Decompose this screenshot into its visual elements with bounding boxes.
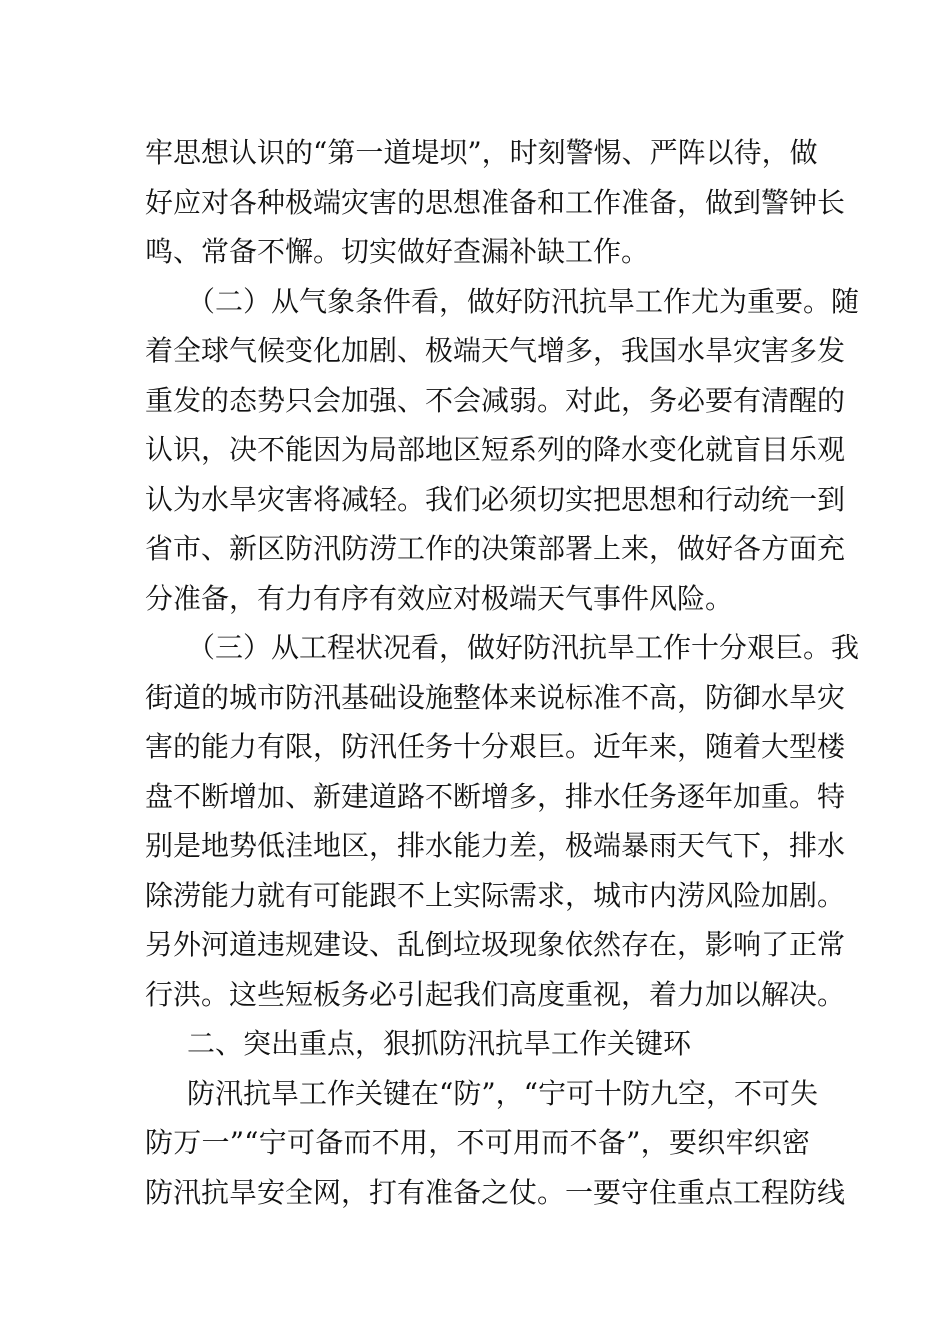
text-line: 盘不断增加、新建道路不断增多，排水任务逐年加重。特	[145, 779, 846, 813]
text-line: 害的能力有限，防汛任务十分艰巨。近年来，随着大型楼	[145, 730, 846, 763]
text-line: 认识，决不能因为局部地区短系列的降水变化就盲目乐观	[145, 433, 846, 466]
text-line: （二）从气象条件看，做好防汛抗旱工作尤为重要。随	[187, 284, 860, 318]
text-line: 省市、新区防汛防涝工作的决策部署上来，做好各方面充	[145, 532, 846, 565]
text-line: 鸣、常备不懈。切实做好查漏补缺工作。	[145, 235, 650, 268]
text-line: 二、突出重点，狠抓防汛抗旱工作关键环	[187, 1027, 692, 1060]
text-line: 除涝能力就有可能跟不上实际需求，城市内涝风险加剧。	[145, 878, 846, 912]
text-line: 重发的态势只会加强、不会减弱。对此，务必要有清醒的	[145, 383, 846, 417]
text-line: 别是地势低洼地区，排水能力差，极端暴雨天气下，排水	[145, 829, 846, 862]
document-body	[145, 128, 860, 1217]
text-line: 分准备，有力有序有效应对极端天气事件风险。	[145, 581, 734, 615]
text-line: （三）从工程状况看，做好防汛抗旱工作十分艰巨。我	[187, 631, 860, 664]
text-line: 好应对各种极端灾害的思想准备和工作准备，做到警钟长	[145, 185, 846, 219]
text-line: 街道的城市防汛基础设施整体来说标准不高，防御水旱灾	[145, 680, 846, 714]
text-line: 另外河道违规建设、乱倒垃圾现象依然存在，影响了正常	[145, 928, 846, 961]
text-line: 行洪。这些短板务必引起我们高度重视，着力加以解决。	[145, 977, 846, 1011]
text-line: 认为水旱灾害将减轻。我们必须切实把思想和行动统一到	[145, 482, 846, 516]
text-line: 防万一”“宁可备而不用，不可用而不备”，要织牢织密	[145, 1126, 810, 1159]
text-line: 防汛抗旱安全网，打有准备之仗。一要守住重点工程防线	[145, 1175, 846, 1209]
text-line: 着全球气候变化加剧、极端天气增多，我国水旱灾害多发	[145, 334, 846, 367]
text-line: 防汛抗旱工作关键在“防”，“宁可十防九空，不可失	[187, 1076, 818, 1110]
text-line: 牢思想认识的“第一道堤坝”，时刻警惕、严阵以待，做	[145, 136, 818, 169]
